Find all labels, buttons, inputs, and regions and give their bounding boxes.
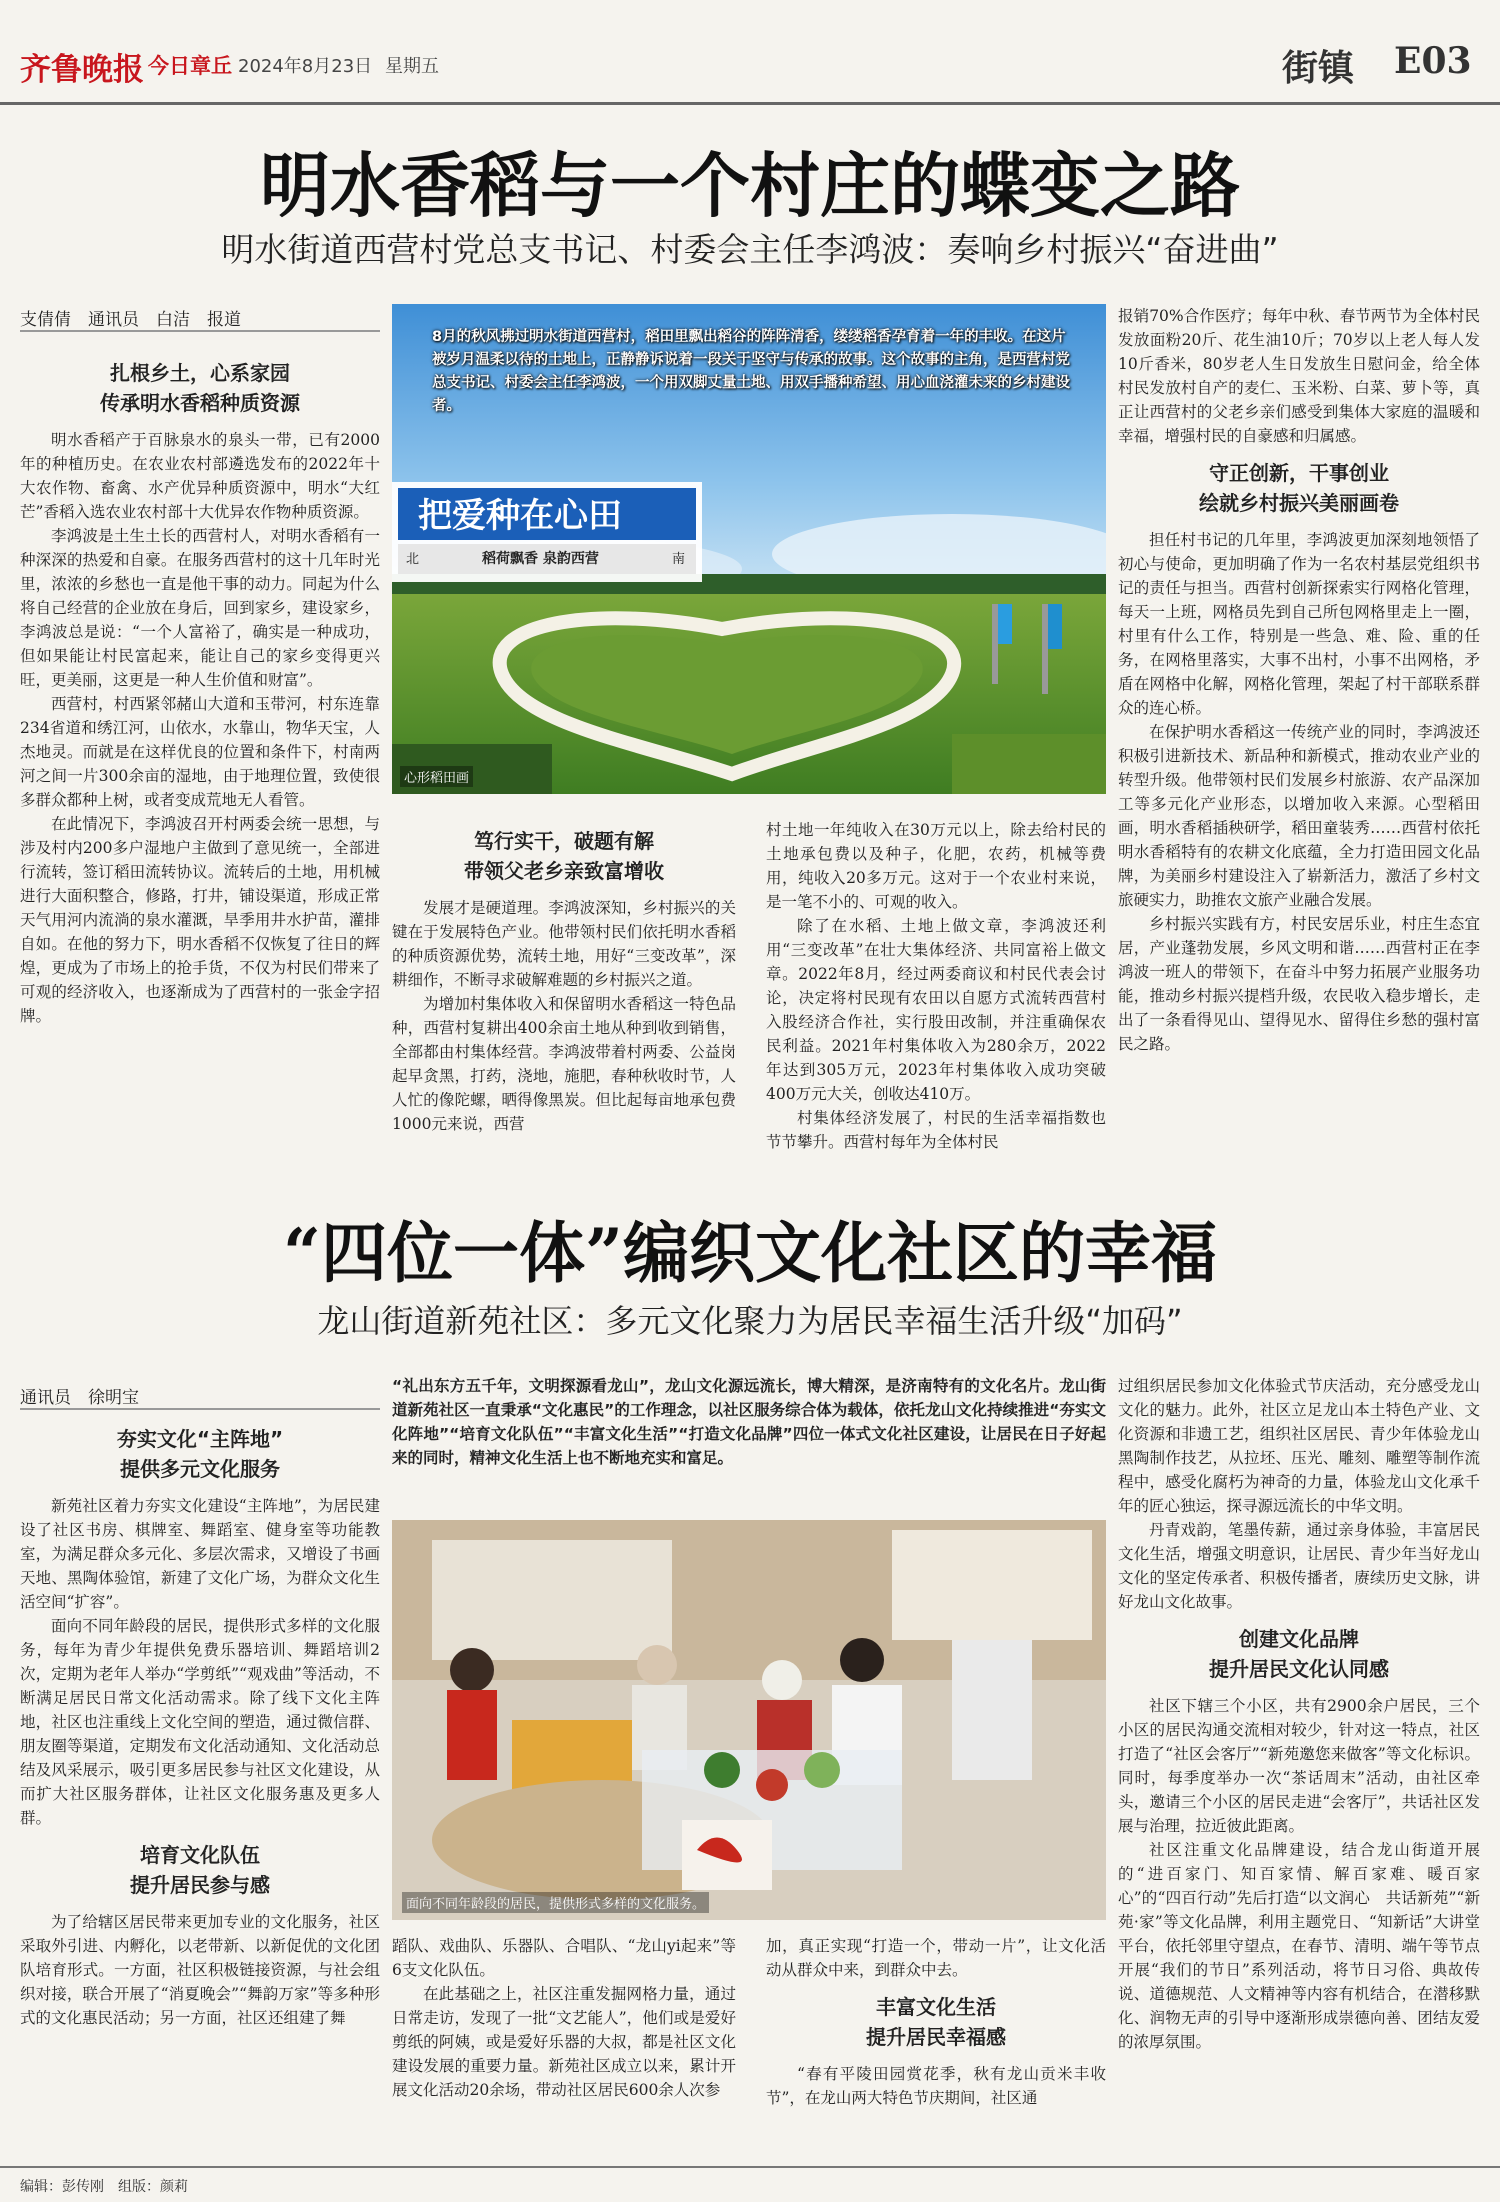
header-rule [0, 102, 1500, 105]
paragraph: “春有平陵田园赏花季，秋有龙山贡米丰收节”，在龙山两大特色节庆期间，社区通 [766, 2065, 1106, 2107]
sign-sub-text: 稻荷飘香 泉韵西营 [482, 551, 599, 567]
paragraph: 蹈队、戏曲队、乐器队、合唱队、“龙山yi起来”等6支文化队伍。 [392, 1937, 736, 1979]
article1-byline: 支倩倩 通讯员 白洁 报道 [20, 310, 241, 330]
paragraph: 发展才是硬道理。李鸿波深知，乡村振兴的关键在于发展特色产业。他带领村民们依托明水香稻的种质资源优势，流转土地，用好“三变改革”，深耕细作，不断寻求破解难题的乡村振兴之道。 [392, 899, 736, 989]
subheading-line: 丰富文化生活 [876, 1995, 996, 2019]
paragraph: 除了在水稻、土地上做文章，李鸿波还利用“三变改革”在壮大集体经济、共同富裕上做文章。2022年8月，经过两委商议和村民代表会讨论，决定将村民现有农田以自愿方式流转西营村入股经济合作社，实行股田改制，并注重确保农民利益。2021年村集体收入为280余万，2022年达到305万元，2023年村集体收入成功突破400万元大关，创收达410万。 [766, 917, 1106, 1103]
paragraph: 加，真正实现“打造一个，带动一片”，让文化活动从群众中来，到群众中去。 [766, 1937, 1106, 1979]
subheading-line: 扎根乡土，心系家园 [110, 361, 290, 385]
paragraph: 过组织居民参加文化体验式节庆活动，充分感受龙山文化的魅力。此外，社区立足龙山本土特色产业、文化资源和非遗工艺，组织社区居民、青少年体验龙山黑陶制作技艺，从拉坯、压光、雕刻、雕塑等制作流程中，感受化腐朽为神奇的力量，体验龙山文化承千年的匠心独运，探寻源远流长的中华文明。 [1118, 1377, 1480, 1515]
article2-title: “四位一体”编织文化社区的幸福 [283, 1214, 1217, 1292]
article1-subheading-3 [1118, 458, 1480, 518]
subheading-line: 绘就乡村振兴美丽画卷 [1199, 491, 1399, 515]
subheading-line: 提升居民幸福感 [866, 2025, 1006, 2049]
article1-subheading-1 [20, 358, 380, 418]
article2-subheading-2 [20, 1840, 380, 1900]
article2-lead: “礼出东方五千年，文明探源看龙山”，龙山文化源远流长，博大精深，是济南特有的文化名片。龙山街道新苑社区一直秉承“文化惠民”的工作理念，以社区服务综合体为载体，依托龙山文化持续推进“夯实文化阵地”“培育文化队伍”“丰富文化生活”“打造文化品牌”四位一体式文化社区建设，让居民在日子好起来的同时，精神文化生活上也不断地充实和富足。 [392, 1377, 1106, 1467]
paragraph: 在此情况下，李鸿波召开村两委会统一思想，与涉及村内200多户湿地户主做到了意见统一，全部进行流转，签订稻田流转协议。流转后的土地，用机械进行大面积整合，修路，打井，铺设渠道，形成正常天气用河内流淌的泉水灌溉，旱季用井水护苗，灌排自如。在他的努力下，明水香稻不仅恢复了往日的辉煌，更成为了市场上的抢手货，不仅为村民们带来了可观的经济收入，也逐渐成为了西营村的一张金字招牌。 [20, 815, 380, 1025]
paragraph: 担任村书记的几年里，李鸿波更加深刻地领悟了初心与使命，更加明确了作为一名农村基层党组织书记的责任与担当。西营村创新探索实行网格化管理，每天一上班，网格员先到自己所包网格里走上一圈，村里有什么工作，特别是一些急、难、险、重的任务，在网格里落实，大事不出村，小事不出网格，矛盾在网格中化解，网格化管理，架起了村干部联系群众的连心桥。 [1118, 531, 1480, 717]
footer-rule [0, 2166, 1500, 2168]
article2-subtitle: 龙山街道新苑社区：多元文化聚力为居民幸福生活升级“加码” [317, 1302, 1183, 1340]
paragraph: 社区下辖三个小区，共有2900余户居民，三个小区的居民沟通交流相对较少，针对这一特点，社区打造了“社区会客厅”“新苑邀您来做客”等文化标识。同时，每季度举办一次“茶话周末”活动，由社区牵头，邀请三个小区的居民走进“会客厅”，共话社区发展与治理，拉近彼此距离。 [1118, 1697, 1480, 1835]
paragraph: 李鸿波是土生土长的西营村人，对明水香稻有一种深深的热爱和自豪。在服务西营村的这十几年时光里，浓浓的乡愁也一直是他干事的动力。同起为什么将自己经营的企业放在身后，回到家乡，建设家乡，李鸿波总是说：“一个人富裕了，确实是一种成功，但如果能让村民富起来，能让自己的家乡变得更兴旺，更美丽，这更是一种人生价值和财富”。 [20, 527, 380, 689]
paragraph: 村土地一年纯收入在30万元以上，除去给村民的土地承包费以及种子，化肥，农药，机械等费用，纯收入20多万元。这对于一个农业村来说，是一笔不小的、可观的收入。 [766, 821, 1106, 911]
subheading-line: 传承明水香稻种质资源 [100, 391, 300, 415]
paragraph: 在此基础之上，社区注重发掘网格力量，通过日常走访，发现了一批“文艺能人”，他们或是爱好剪纸的阿姨，或是爱好乐器的大叔，都是社区文化建设发展的重要力量。新苑社区成立以来，累计开展文化活动20余场，带动社区居民600余人次参 [392, 1985, 736, 2099]
section-name: 街镇 [1282, 47, 1355, 89]
subheading-line: 夯实文化“主阵地” [116, 1427, 284, 1451]
subheading-line: 笃行实干，破题有解 [474, 829, 654, 853]
paragraph: 在保护明水香稻这一传统产业的同时，李鸿波还积极引进新技术、新品种和新模式，推动农业产业的转型升级。他带领村民们发展乡村旅游、农产品深加工等多元化产业形态，以增加收入来源。心型稻田画，明水香稻插秧研学，稻田童装秀……西营村依托明水香稻特有的农耕文化底蕴，全力打造田园文化品牌，为美丽乡村建设注入了崭新活力，激活了乡村文旅硬实力，助推农文旅产业融合发展。 [1118, 723, 1480, 909]
article2-byline: 通讯员 徐明宝 [20, 1388, 139, 1408]
issue-weekday: 星期五 [385, 56, 439, 77]
subheading-line: 创建文化品牌 [1239, 1627, 1359, 1651]
article2-subheading-3 [766, 1992, 1106, 2052]
subheading-line: 带领父老乡亲致富增收 [464, 859, 664, 883]
subheading-line: 培育文化队伍 [140, 1843, 260, 1867]
paragraph: 丹青戏韵，笔墨传薪，通过亲身体验，丰富居民文化生活，增强文明意识，让居民、青少年当好龙山文化的坚定传承者、积极传播者，赓续历史文脉，讲好龙山文化故事。 [1118, 1521, 1480, 1611]
article2-column-3 [766, 1934, 1106, 2154]
paragraph: 为了给辖区居民带来更加专业的文化服务，社区采取外引进、内孵化，以老带新、以新促优的文化团队培育形式。一方面，社区积极链接资源，与社会组织对接，联合开展了“消夏晚会”“舞韵万家”等多种形式的文化惠民活动；另一方面，社区还组建了舞 [20, 1913, 380, 2027]
editor-credit: 编辑：彭传刚 组版：颜莉 [20, 2179, 188, 2195]
article2-subheading-4 [1118, 1624, 1480, 1684]
article1-column-1 [20, 348, 380, 1188]
article1-column-3 [766, 818, 1106, 1178]
photo-intro-text: 8月的秋风拂过明水街道西营村，稻田里飘出稻谷的阵阵清香，缕缕稻香孕育着一年的丰收。在这片被岁月温柔以待的土地上，正静静诉说着一段关于坚守与传承的故事。这个故事的主角，是西营村党总支书记、村委会主任李鸿波，一个用双脚丈量土地、用双手播种希望、用心血浇灌未来的乡村建设者。 [432, 329, 1070, 414]
paragraph: 乡村振兴实践有方，村民安居乐业，村庄生态宜居，产业蓬勃发展，乡风文明和谐……西营村正在李鸿波一班人的带领下，在奋斗中努力拓展产业服务功能，推动乡村振兴提档升级，农民收入稳步增长，走出了一条看得见山、望得见水、留得住乡愁的强村富民之路。 [1118, 915, 1480, 1053]
article2-column-2 [392, 1934, 736, 2154]
article2-column-1 [20, 1424, 380, 2154]
article1-subheading-2 [392, 826, 736, 886]
paragraph: 西营村，村西紧邻赭山大道和玉带河，村东连靠234省道和绣江河，山依水，水靠山，物华天宝，人杰地灵。而就是在这样优良的位置和条件下，村南两河之间一片300余亩的湿地，由于地理位置，致使很多群众都种上树，或者变成荒地无人看管。 [20, 695, 380, 809]
byline-rule [20, 330, 380, 332]
sign-south: 南 [672, 552, 686, 567]
article2-subheading-1 [20, 1424, 380, 1484]
photo-caption: 心形稻田画 [400, 766, 473, 787]
byline-rule [20, 1408, 380, 1410]
rice-field-photo [392, 304, 1106, 794]
paragraph: 为增加村集体收入和保留明水香稻这一特色品种，西营村复耕出400余亩土地从种到收到销售，全部都由村集体经营。李鸿波带着村两委、公益岗起早贪黑，打药，浇地，施肥，春种秋收时节，人人忙的像陀螺，晒得像黑炭。但比起每亩地承包费1000元来说，西营 [392, 995, 736, 1133]
photo-caption: 面向不同年龄段的居民，提供形式多样的文化服务。 [402, 1892, 709, 1913]
article1-column-4 [1118, 304, 1480, 1184]
article1-subtitle: 明水街道西营村党总支书记、村委会主任李鸿波：奏响乡村振兴“奋进曲” [221, 230, 1279, 269]
paragraph: 新苑社区着力夯实文化建设“主阵地”，为居民建设了社区书房、棋牌室、舞蹈室、健身室等功能教室，为满足群众多元化、多层次需求，又增设了书画天地、黑陶体验馆，新建了文化广场，为群众文化生活空间“扩容”。 [20, 1497, 380, 1611]
community-activity-illustration [392, 1520, 1106, 1920]
paragraph: 明水香稻产于百脉泉水的泉头一带，已有2000年的种植历史。在农业农村部遴选发布的2022年十大农作物、畜禽、水产优异种质资源中，明水“大红芒”香稻入选农业农村部十大优异农作物种质资源。 [20, 431, 380, 521]
subheading-line: 守正创新，干事创业 [1209, 461, 1389, 485]
issue-date: 2024年8月23日 [238, 56, 373, 77]
page-number: E03 [1394, 40, 1472, 82]
article2-column-4 [1118, 1374, 1480, 2154]
article1-title: 明水香稻与一个村庄的蝶变之路 [260, 144, 1240, 227]
paragraph: 社区注重文化品牌建设，结合龙山街道开展的“进百家门、知百家情、解百家难、暖百家心”的“四百行动”先后打造“以文润心 共话新苑”“新苑·家”等文化品牌，利用主题党日、“知新话”大讲堂平台，依托邻里守望点，在春节、清明、端午等节点开展“我们的节日”系列活动，将节日习俗、典故传说、道德规范、人文精神等内容有机结合，在潜移默化、润物无声的引导中逐渐形成崇德向善、团结友爱的浓厚氛围。 [1118, 1841, 1480, 2051]
paragraph: 面向不同年龄段的居民，提供形式多样的文化服务，每年为青少年提供免费乐器培训、舞蹈培训2次，定期为老年人举办“学剪纸”“观戏曲”等活动，不断满足居民日常文化活动需求。除了线下文化主阵地，社区也注重线上文化空间的塑造，通过微信群、朋友圈等渠道，定期发布文化活动通知、文化活动总结及风采展示，吸引更多居民参与社区文化建设，从而扩大社区服务群体，让社区文化服务惠及更多人群。 [20, 1617, 380, 1827]
subheading-line: 提升居民参与感 [130, 1873, 270, 1897]
subheading-line: 提供多元文化服务 [120, 1457, 280, 1481]
sign-north: 北 [406, 552, 420, 567]
paragraph: 报销70%合作医疗；每年中秋、春节两节为全体村民发放面粉20斤、花生油10斤；70岁以上老人每人发10斤香米，80岁老人生日发放生日慰问金，给全体村民发放村自产的麦仁、玉米粉、白菜、萝卜等，真正让西营村的父老乡亲们感受到集体大家庭的温暖和幸福，增强村民的自豪感和归属感。 [1118, 307, 1480, 445]
article1-column-2 [392, 826, 736, 1176]
community-photo [392, 1520, 1106, 1920]
edition-name: 今日章丘 [148, 54, 232, 78]
newspaper-brand: 齐鲁晚报 [20, 52, 144, 88]
paragraph: 村集体经济发展了，村民的生活幸福指数也节节攀升。西营村每年为全体村民 [766, 1109, 1106, 1151]
subheading-line: 提升居民文化认同感 [1209, 1657, 1389, 1681]
sign-main-text: 把爱种在心田 [418, 496, 622, 536]
